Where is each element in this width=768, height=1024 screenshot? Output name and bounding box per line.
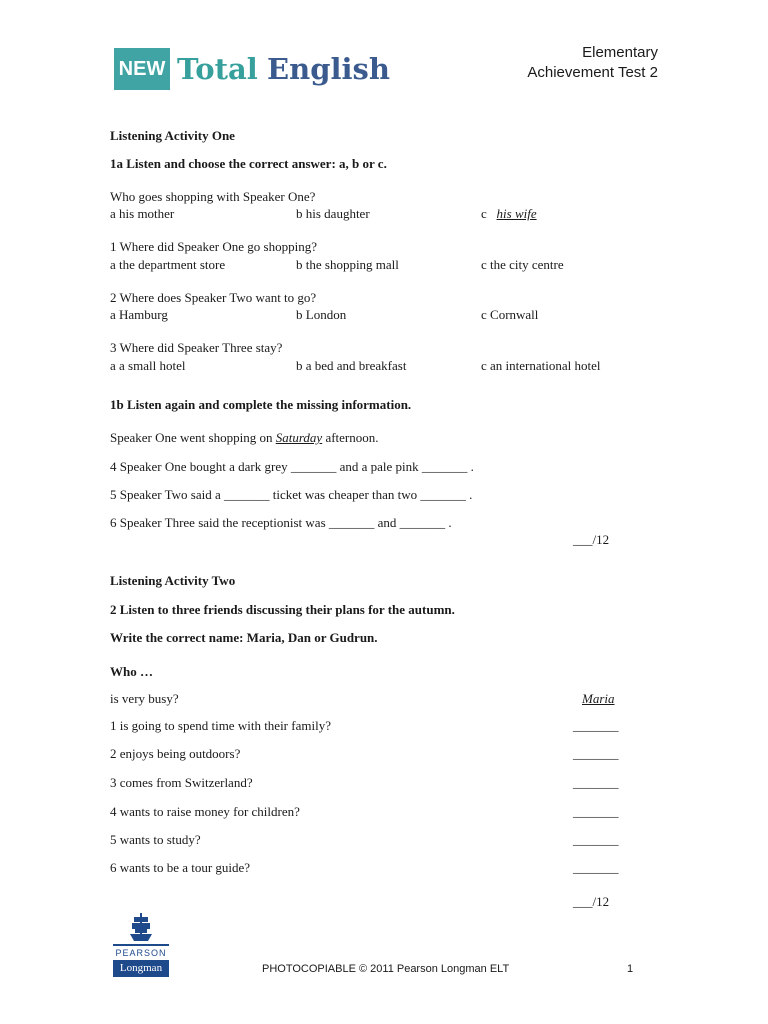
q3-option-a: a a small hotel (110, 358, 186, 373)
q1-option-a: a the department store (110, 257, 226, 272)
example-question: Who goes shopping with Speaker One? (110, 189, 316, 204)
q3-option-c: c an international hotel (481, 358, 601, 373)
example-option-c-label: c (481, 206, 487, 221)
instruction-1b: 1b Listen again and complete the missing information. (110, 397, 412, 412)
who-blank-5: _______ (573, 832, 619, 847)
instruction-1a: 1a Listen and choose the correct answer: a, b or c. (110, 156, 387, 171)
who-item-3: 3 comes from Switzerland? (110, 775, 253, 790)
logo-english: English (267, 52, 390, 86)
example-who-answer: Maria (582, 691, 615, 706)
q2-option-a: a Hamburg (110, 307, 168, 322)
who-item-1: 1 is going to spend time with their family? (110, 718, 331, 733)
q2-option-c: c Cornwall (481, 307, 539, 322)
logo-title (177, 48, 390, 90)
example-option-a: a his mother (110, 206, 175, 221)
score-activity-two: ___/12 (573, 894, 610, 909)
example-1b-answer: Saturday (275, 430, 323, 445)
example-answer: his wife (496, 206, 537, 221)
example-1b-post: afternoon. (322, 430, 379, 445)
q3-option-b: b a bed and breakfast (296, 358, 407, 373)
logo-new-badge: NEW (114, 48, 170, 90)
logo-total: Total (177, 52, 258, 86)
example-1b (110, 430, 379, 446)
instruction-2-names: Write the correct name: Maria, Dan or Gudrun. (110, 630, 378, 645)
question-3: 3 Where did Speaker Three stay? (110, 340, 283, 355)
pearson-wordmark: PEARSON (113, 944, 169, 960)
activity-one-title: Listening Activity One (110, 128, 235, 143)
level-label: Elementary (582, 44, 658, 61)
who-item-2: 2 enjoys being outdoors? (110, 746, 241, 761)
footer-copyright: PHOTOCOPIABLE © 2011 Pearson Longman ELT (262, 963, 510, 975)
q2-option-b: b London (296, 307, 347, 322)
who-blank-6: _______ (573, 860, 619, 875)
sentence-5: 5 Speaker Two said a _______ ticket was cheaper than two _______ . (110, 487, 473, 502)
who-item-6: 6 wants to be a tour guide? (110, 860, 251, 875)
example-option-b: b his daughter (296, 206, 370, 221)
score-activity-one: ___/12 (573, 532, 610, 547)
q1-option-b: b the shopping mall (296, 257, 399, 272)
page-number: 1 (627, 963, 634, 975)
who-blank-1: _______ (573, 718, 619, 733)
question-2: 2 Where does Speaker Two want to go? (110, 290, 317, 305)
pearson-logo (113, 912, 169, 978)
activity-two-title: Listening Activity Two (110, 573, 236, 588)
who-item-5: 5 wants to study? (110, 832, 201, 847)
who-blank-4: _______ (573, 804, 619, 819)
example-who: is very busy? (110, 691, 179, 706)
instruction-2: 2 Listen to three friends discussing their plans for the autumn. (110, 602, 455, 617)
sentence-4: 4 Speaker One bought a dark grey _______ and a pale pink _______ . (110, 459, 474, 474)
sentence-6: 6 Speaker Three said the receptionist was _______ and _______ . (110, 515, 452, 530)
example-option-c (481, 206, 537, 222)
who-item-4: 4 wants to raise money for children? (110, 804, 300, 819)
who-heading: Who … (110, 664, 153, 679)
question-1: 1 Where did Speaker One go shopping? (110, 239, 317, 254)
example-1b-pre: Speaker One went shopping on (110, 430, 276, 445)
who-blank-3: _______ (573, 775, 619, 790)
test-label: Achievement Test 2 (527, 64, 658, 81)
ship-icon (129, 912, 153, 942)
who-blank-2: _______ (573, 746, 619, 761)
q1-option-c: c the city centre (481, 257, 564, 272)
longman-wordmark: Longman (113, 960, 169, 977)
